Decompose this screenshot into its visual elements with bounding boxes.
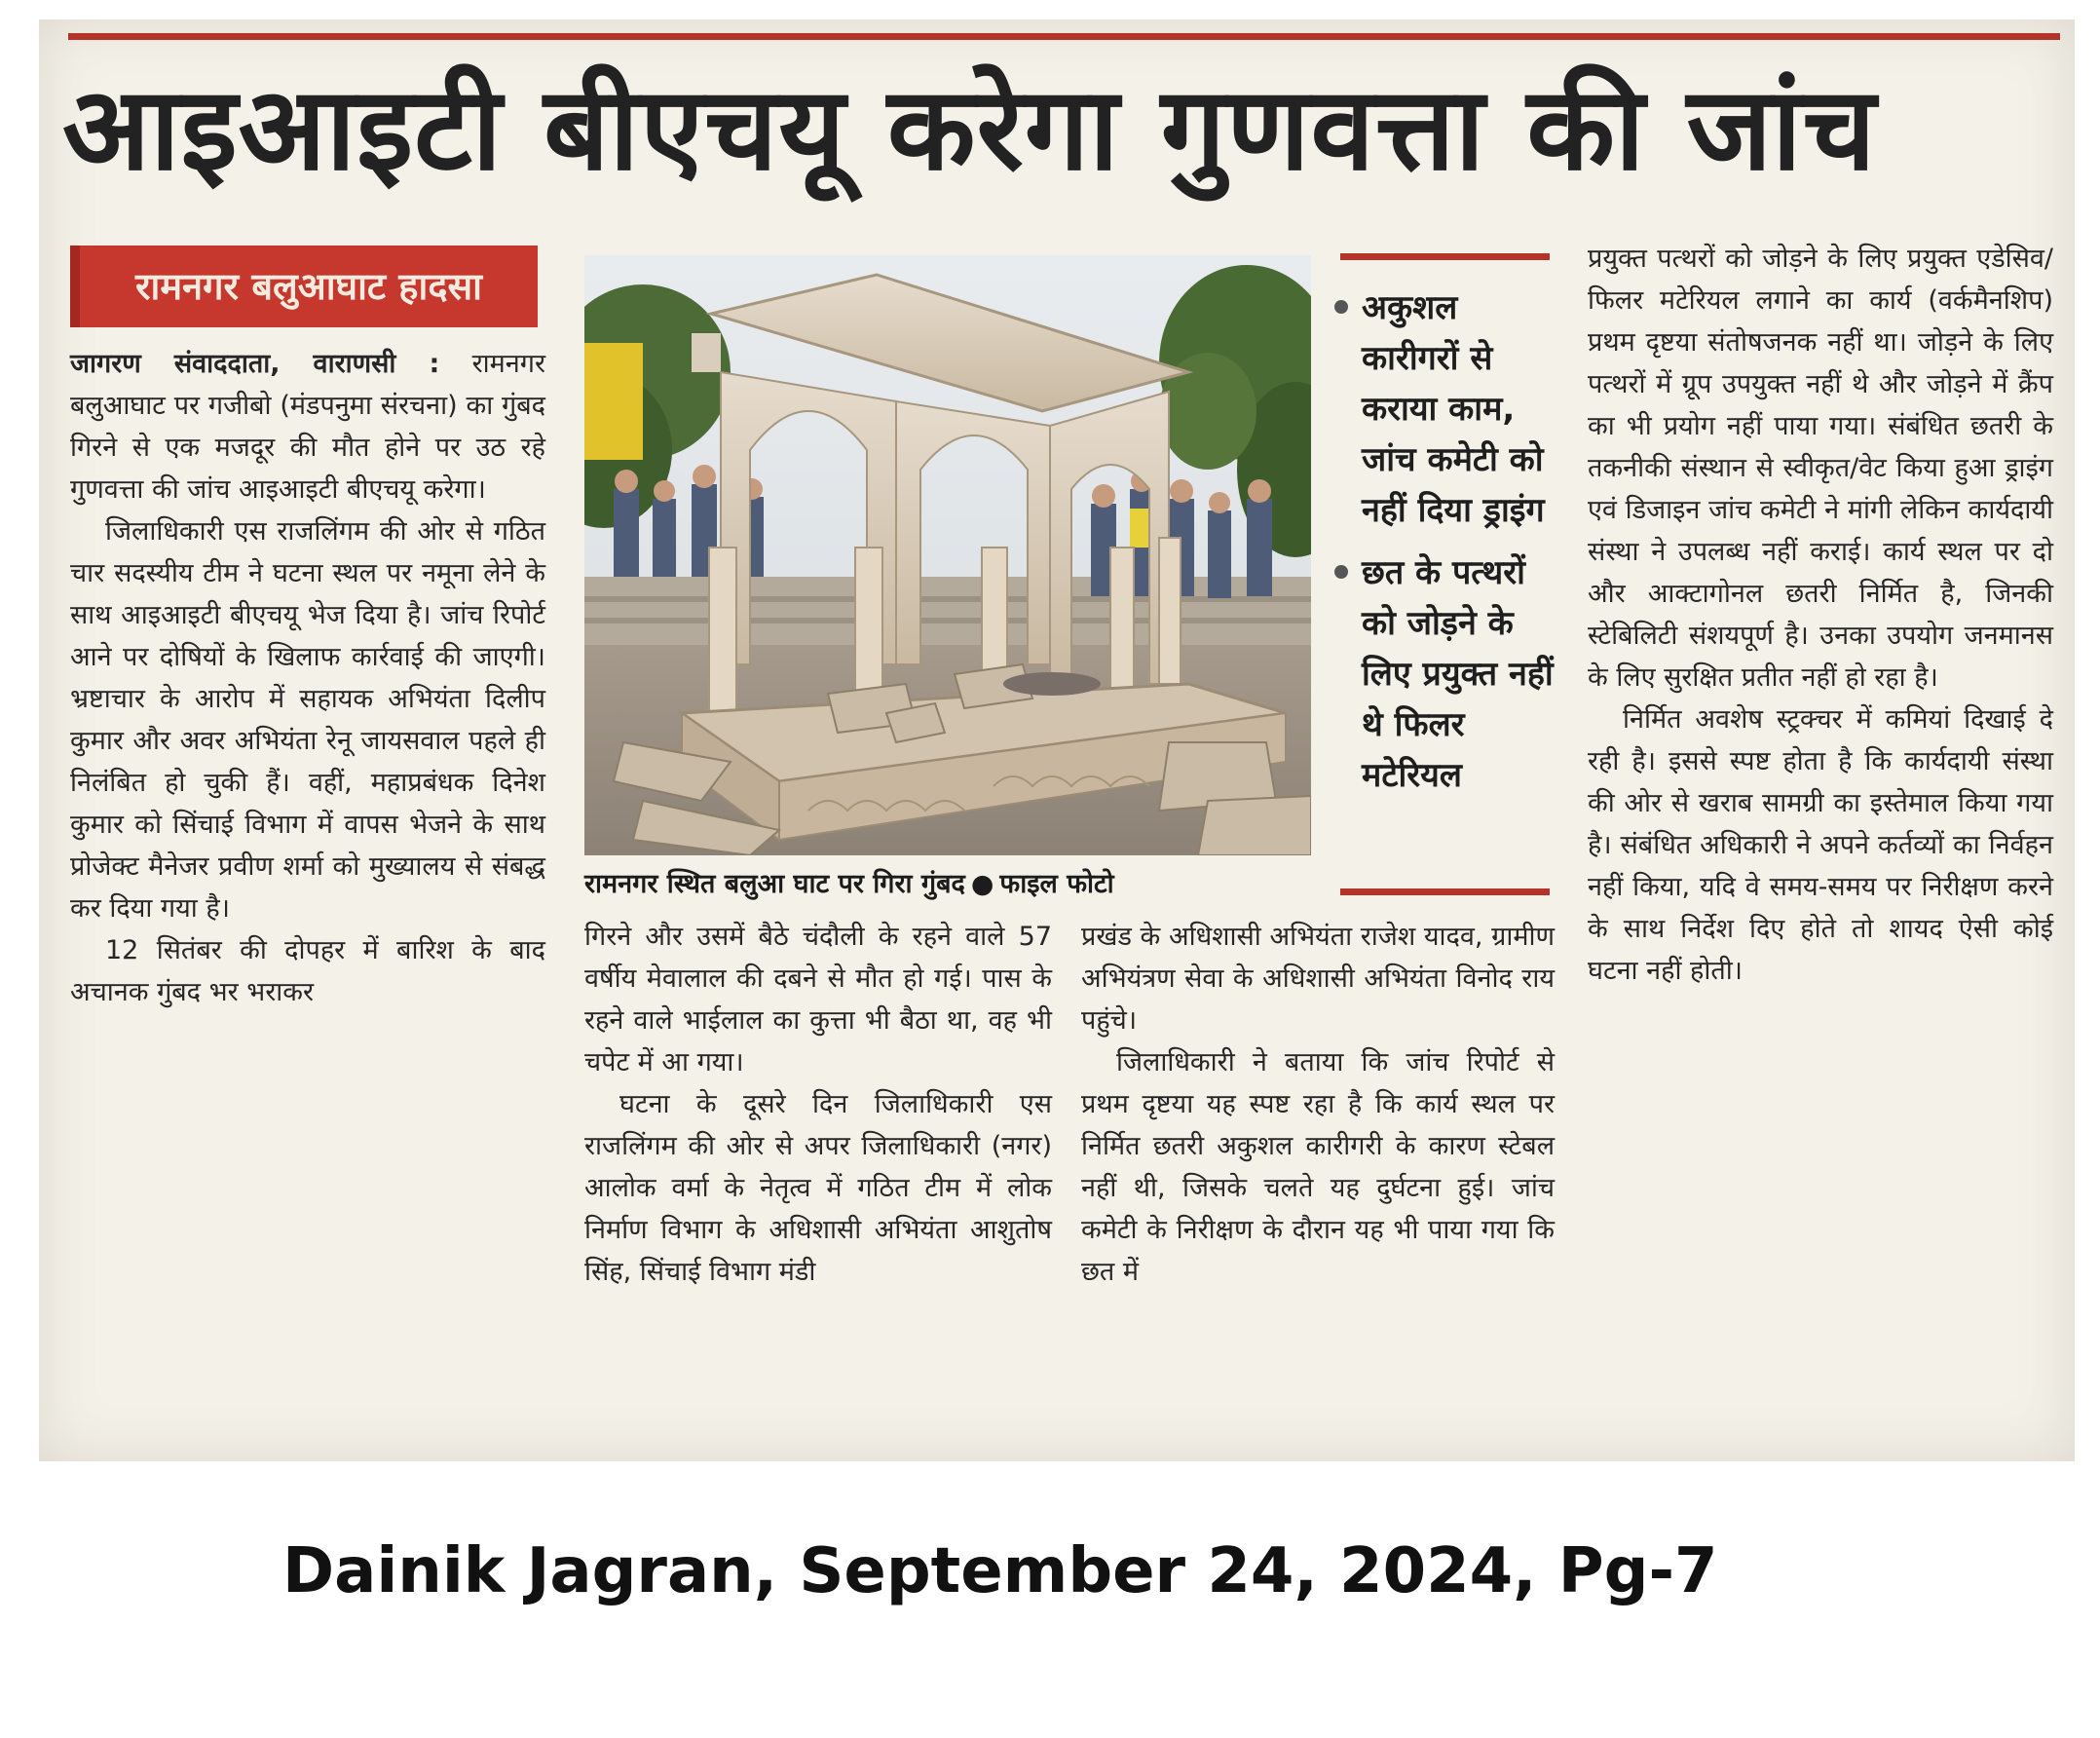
paragraph: जिलाधिकारी एस राजलिंगम की ओर से गठित चार सदस्यीय टीम ने घटना स्थल पर नमूना लेने के साथ आइआइटी बीएचयू भेज दिया है। जांच रिपोर्ट आने पर दोषियों के खिलाफ कार्रवाई की जाएगी। भ्रष्टाचार के आरोप में सहायक अभियंता दिलीप कुमार और अवर अभियंता रेनू जायसवाल पहले ही निलंबित हो चुकी हैं। वहीं, महाप्रबंधक दिनेश कुमार को सिंचाई विभाग में वापस भेजने के साथ प्रोजेक्ट मैनेजर प्रवीण शर्मा को मुख्यालय से संबद्ध कर दिया गया है।: [70, 516, 545, 924]
news-photo: [584, 255, 1311, 855]
collapsed-dome-photo: [584, 255, 1311, 855]
highlight-item: [1334, 283, 1558, 536]
paragraph: गिरने और उसमें बैठे चंदौली के रहने वाले 57 वर्षीय मेवालाल की दबने से मौत हो गई। पास के रहने वाले भाईलाल का कुत्ता भी बैठा था, वह भी चपेट में आ गया।: [584, 922, 1052, 1077]
source-credit: Dainik Jagran, September 24, 2024, Pg-7: [282, 1535, 1718, 1607]
bullet-icon: ●: [970, 869, 994, 899]
article-column-1: [70, 343, 545, 1013]
paragraph: निर्मित अवशेष स्ट्रक्चर में कमियां दिखाई दे रही है। इससे स्पष्ट होता है कि कार्यदायी संस्था की ओर से खराब सामग्री का इस्तेमाल किया गया है। संबंधित अधिकारी ने अपने कर्तव्यों का निर्वहन नहीं किया, यदि वे समय-समय पर निरीक्षण करने के साथ निर्देश दिए होते तो शायद ऐसी कोई घटना नहीं होती।: [1588, 704, 2053, 986]
article-column-3: [1081, 916, 1555, 1293]
headline: आइआइटी बीएचयू करेगा गुणवत्ता की जांच: [62, 61, 1877, 196]
bullet-icon: [1334, 565, 1348, 579]
highlight-item: [1334, 548, 1558, 801]
dateline: जागरण संवाददाता, वाराणसी :: [70, 349, 440, 379]
paragraph: प्रखंड के अधिशासी अभियंता राजेश यादव, ग्रामीण अभियंत्रण सेवा के अधिशासी अभियंता विनोद राय पहुंचे।: [1081, 922, 1555, 1036]
photo-credit: फाइल फोटो: [999, 869, 1114, 899]
highlight-text: अकुशल कारीगरों से कराया काम, जांच कमेटी को नहीं दिया ड्राइंग: [1362, 288, 1545, 530]
highlights-box: [1334, 283, 1558, 812]
highlights-bottom-rule: [1340, 888, 1550, 895]
photo-caption: [584, 865, 1311, 904]
caption-text: रामनगर स्थित बलुआ घाट पर गिरा गुंबद: [584, 869, 965, 899]
highlight-text: छत के पत्थरों को जोड़ने के लिए प्रयुक्त नहीं थे फिलर मटेरियल: [1362, 553, 1554, 795]
paragraph: घटना के दूसरे दिन जिलाधिकारी एस राजलिंगम की ओर से अपर जिलाधिकारी (नगर) आलोक वर्मा के नेतृत्व में गठित टीम में लोक निर्माण विभाग के अधिशासी अभियंता आशुतोष सिंह, सिंचाई विभाग मंडी: [584, 1089, 1052, 1287]
paragraph: प्रयुक्त पत्थरों को जोड़ने के लिए प्रयुक्त एडेसिव/फिलर मटेरियल लगाने का कार्य (वर्कमैनशिप) प्रथम दृष्टया संतोषजनक नहीं था। जोड़ने के लिए पत्थरों में ग्रूप उपयुक्त नहीं थे और जोड़ने में क्रैंप का भी प्रयोग नहीं पाया गया। संबंधित छतरी के तकनीकी संस्थान से स्वीकृत/वेट किया हुआ ड्राइंग एवं डिजाइन जांच कमेटी ने मांगी लेकिन कार्यदायी संस्था ने उपलब्ध नहीं कराई। कार्य स्थल पर दो और आक्टागोनल छतरी निर्मित है, जिनकी स्टेबिलिटी संशयपूर्ण है। उनका उपयोग जनमानस के लिए सुरक्षित प्रतीत नहीं हो रहा है।: [1588, 244, 2053, 693]
highlights-top-rule: [1340, 253, 1550, 260]
paragraph: जिलाधिकारी ने बताया कि जांच रिपोर्ट से प्रथम दृष्टया यह स्पष्ट रहा है कि कार्य स्थल पर निर्मित छतरी अकुशल कारीगरी के कारण स्टेबल नहीं थी, जिसके चलते यह दुर्घटना हुई। जांच कमेटी के निरीक्षण के दौरान यह भी पाया गया कि छत में: [1081, 1047, 1555, 1287]
paragraph-text: रामनगर बलुआघाट पर गजीबो (मंडपनुमा संरचना) का गुंबद गिरने से एक मजदूर की मौत होने पर उठ रहे गुणवत्ता की जांच आइआइटी बीएचयू करेगा।: [70, 349, 545, 505]
paragraph: 12 सितंबर की दोपहर में बारिश के बाद अचानक गुंबद भर भराकर: [70, 935, 545, 1007]
top-rule: [68, 33, 2060, 40]
bullet-icon: [1334, 300, 1348, 314]
article-column-2: [584, 916, 1052, 1293]
kicker-label: रामनगर बलुआघाट हादसा: [70, 246, 538, 327]
article-column-4: [1588, 238, 2053, 992]
paragraph: [70, 343, 545, 510]
